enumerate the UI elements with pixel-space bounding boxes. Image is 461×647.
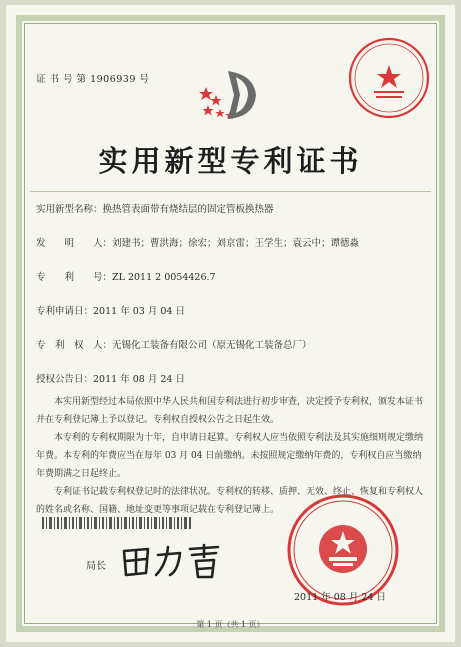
document-title: 实用新型专利证书 <box>98 144 363 178</box>
company-seal-icon <box>346 35 432 121</box>
field-value: 刘建书；曹洪海；徐宏；刘京雷；王学生；袁云中；谭德淼 <box>112 238 360 249</box>
field-value: 2011 年 08 月 24 日 <box>93 374 185 385</box>
barcode-icon <box>42 517 192 529</box>
field-label: 专 利 号： <box>36 272 113 283</box>
page-footer: 第 1 页（共 1 页） <box>196 620 265 629</box>
field-label: 专 利 权 人： <box>36 340 113 351</box>
field-value: 换热管表面带有烧结层的固定管板换热器 <box>102 204 274 215</box>
field-value: ZL 2011 2 0054426.7 <box>112 272 216 283</box>
patentee-field <box>36 337 312 351</box>
field-value: 2011 年 03 月 04 日 <box>93 306 185 317</box>
certificate-page <box>6 5 455 642</box>
field-label: 专利申请日： <box>36 306 94 317</box>
field-value: 无锡化工装备有限公司（原无锡化工装备总厂） <box>112 340 312 351</box>
paragraph-term: 本专利的专利权期限为十年，自申请日起算。专利权人应当依照专利法及其实施细则规定缴纳年费。本专利的年费应当在每年 03 月 04 日前缴纳。未按照规定缴纳年费的，专利权自应当缴纳年费期满之日起终止。 <box>36 433 424 479</box>
certificate-number: 证 书 号 第 1906939 号 <box>36 74 150 85</box>
field-label: 实用新型名称： <box>36 204 103 215</box>
paragraph-grant: 本实用新型经过本局依照中华人民共和国专利法进行初步审查，决定授予专利权，颁发本证书并在专利登记簿上予以登记。专利权自授权公告之日起生效。 <box>36 397 424 425</box>
application-date-field <box>36 303 185 317</box>
patent-number-field <box>36 269 216 283</box>
grant-date-field <box>36 371 185 385</box>
inventors-field <box>36 235 359 249</box>
director-signature-icon <box>118 541 228 581</box>
paragraph-legal-status: 专利证书记载专利权登记时的法律状况。专利权的转移、质押、无效、终止、恢复和专利权人的姓名或名称、国籍、地址变更等事项记载在专利登记簿上。 <box>36 487 424 515</box>
field-label: 发 明 人： <box>36 238 113 249</box>
divider <box>30 191 431 192</box>
director-label: 局长 <box>86 561 106 572</box>
utility-model-name-field <box>36 201 274 215</box>
patent-office-logo-icon <box>196 65 266 125</box>
field-label: 授权公告日： <box>36 374 94 385</box>
issue-date: 2011 年 08 月 24 日 <box>294 592 386 603</box>
